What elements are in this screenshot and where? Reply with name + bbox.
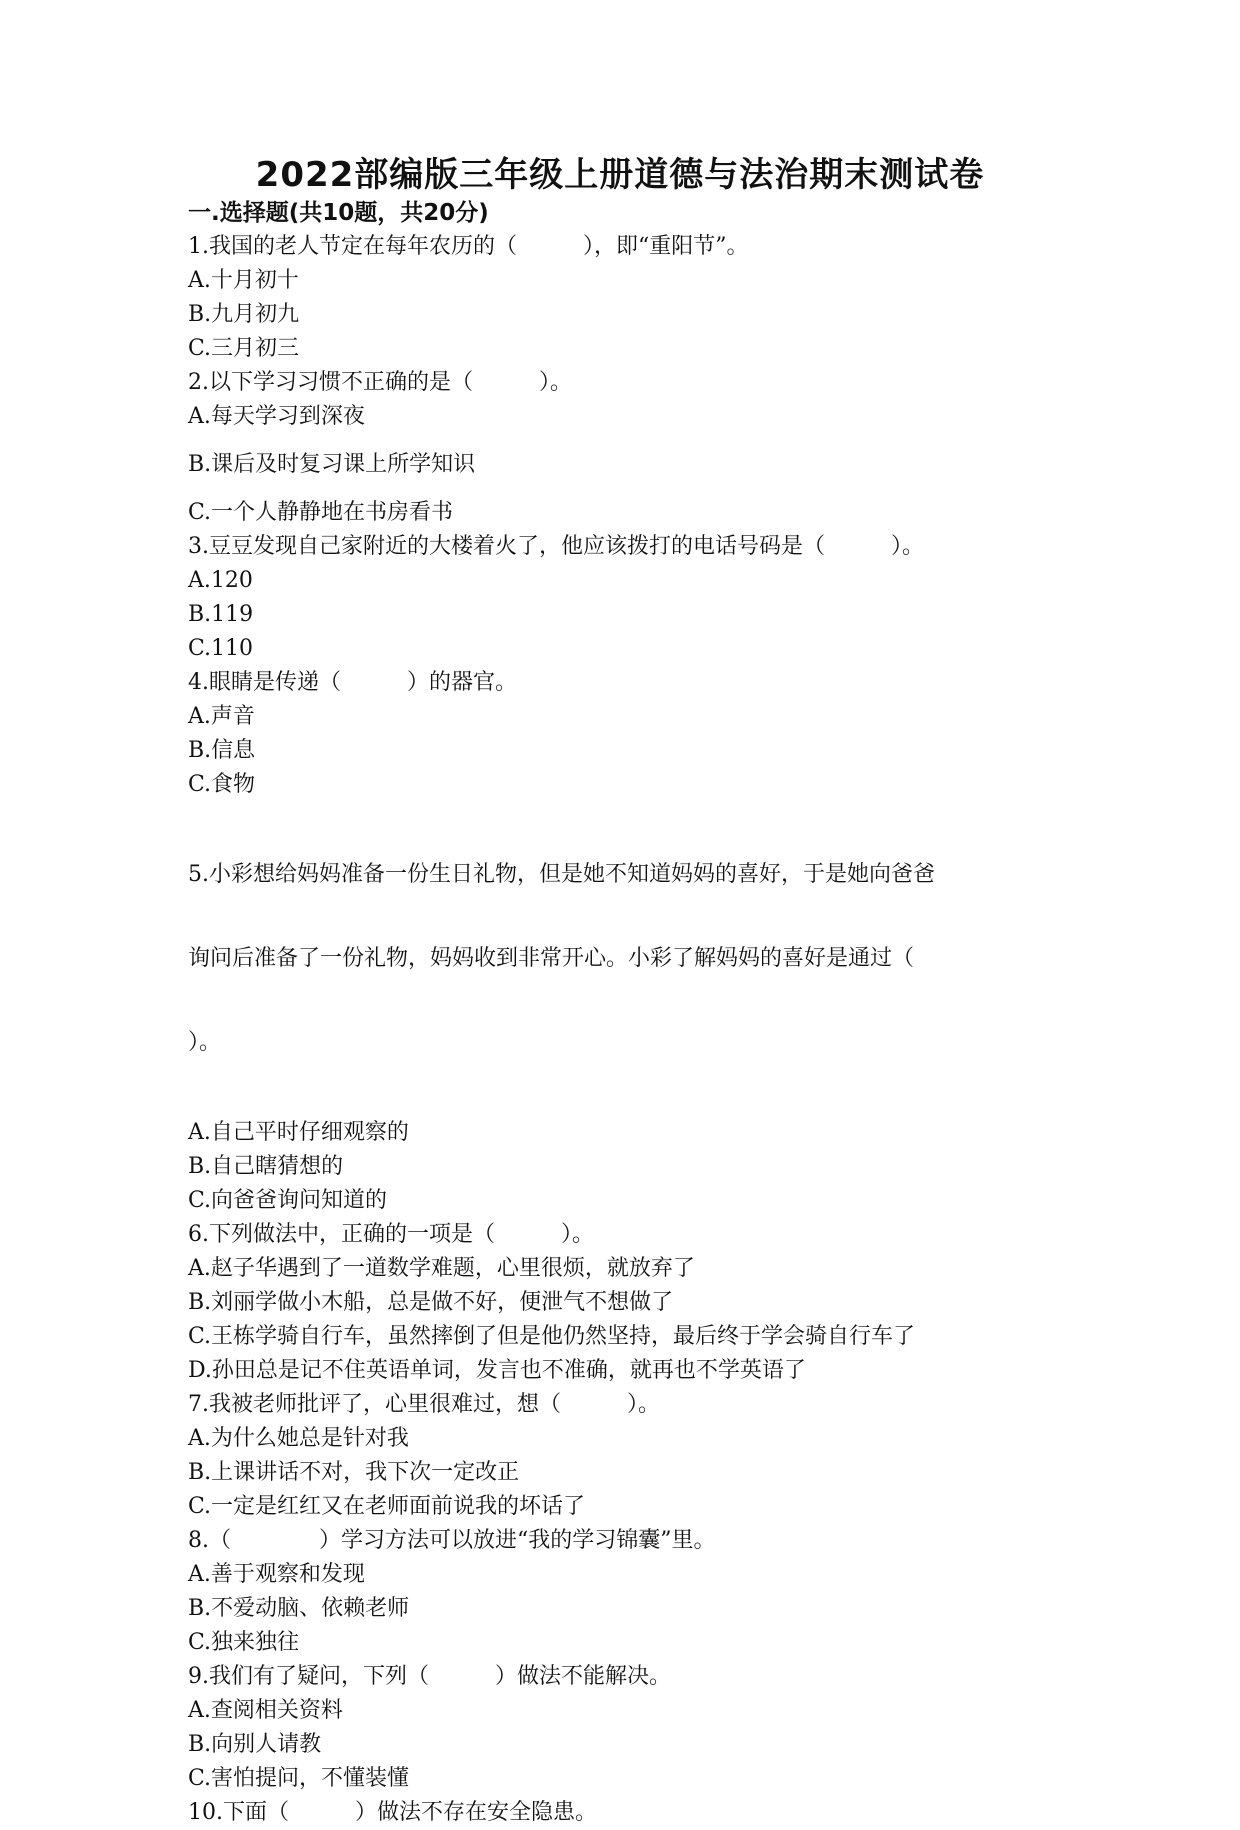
question-8 (188, 1524, 1048, 1660)
option-c: C.一个人静静地在书房看书 (188, 500, 454, 525)
option-c: C.害怕提问，不懂装懂 (188, 1766, 410, 1791)
option-b: B.向别人请教 (188, 1732, 322, 1757)
option-c: C.向爸爸询问知道的 (188, 1188, 388, 1213)
exam-content (188, 196, 1048, 1830)
option-a: A.十月初十 (188, 268, 299, 293)
exam-title: 2022部编版三年级上册道德与法治期末测试卷 (255, 155, 985, 195)
question-stem: 10.下面（ ）做法不存在安全隐患。 (188, 1800, 597, 1825)
option-a: A.善于观察和发现 (188, 1562, 365, 1587)
option-b: B.九月初九 (188, 302, 300, 327)
option-b: B.119 (188, 602, 254, 627)
question-7 (188, 1388, 1048, 1524)
option-c: C.独来独往 (188, 1630, 300, 1655)
option-b: B.刘丽学做小木船，总是做不好，便泄气不想做了 (188, 1290, 674, 1315)
option-b: B.上课讲话不对，我下次一定改正 (188, 1460, 520, 1485)
question-stem: 2.以下学习习惯不正确的是（ ）。 (188, 370, 572, 395)
option-c: C.一定是红红又在老师面前说我的坏话了 (188, 1494, 586, 1519)
option-d: D.孙田总是记不住英语单词，发言也不准确，就再也不学英语了 (188, 1358, 806, 1383)
option-c: C.食物 (188, 772, 256, 797)
question-stem: 3.豆豆发现自己家附近的大楼着火了，他应该拨打的电话号码是（ ）。 (188, 534, 924, 559)
question-stem: 4.眼睛是传递（ ）的器官。 (188, 670, 517, 695)
option-b: B.课后及时复习课上所学知识 (188, 452, 476, 477)
option-b: B.不爱动脑、依赖老师 (188, 1596, 410, 1621)
option-a: A.为什么她总是针对我 (188, 1426, 409, 1451)
section-heading: 一.选择题(共10题，共20分) (188, 200, 489, 226)
option-a: A.声音 (188, 704, 255, 729)
question-stem-line-3: ）。 (188, 1030, 222, 1055)
question-stem: 8.（ ）学习方法可以放进“我的学习锦囊”里。 (188, 1528, 716, 1553)
question-stem: 9.我们有了疑问，下列（ ）做法不能解决。 (188, 1664, 671, 1689)
option-a: A.每天学习到深夜 (188, 404, 365, 429)
question-stem: 6.下列做法中，正确的一项是（ ）。 (188, 1222, 594, 1247)
question-stem-line-1: 5.小彩想给妈妈准备一份生日礼物，但是她不知道妈妈的喜好，于是她向爸爸 (188, 862, 935, 887)
option-b: B.自己瞎猜想的 (188, 1154, 344, 1179)
question-1 (188, 230, 1048, 366)
question-6 (188, 1218, 1048, 1388)
question-5 (188, 802, 1048, 1218)
option-a: A.查阅相关资料 (188, 1698, 343, 1723)
question-stem (188, 802, 1048, 1116)
question-4 (188, 666, 1048, 802)
question-stem-line-2: 询问后准备了一份礼物，妈妈收到非常开心。小彩了解妈妈的喜好是通过（ (188, 946, 915, 971)
option-b: B.信息 (188, 738, 256, 763)
option-c: C.110 (188, 636, 254, 661)
question-9 (188, 1660, 1048, 1796)
question-3 (188, 530, 1048, 666)
option-a: A.赵子华遇到了一道数学难题，心里很烦，就放弃了 (188, 1256, 695, 1281)
question-2 (188, 366, 1048, 530)
option-c: C.三月初三 (188, 336, 300, 361)
option-c: C.王栋学骑自行车，虽然摔倒了但是他仍然坚持，最后终于学会骑自行车了 (188, 1324, 916, 1349)
question-stem: 1.我国的老人节定在每年农历的（ ），即“重阳节”。 (188, 234, 749, 259)
question-10 (188, 1796, 1048, 1830)
question-stem: 7.我被老师批评了，心里很难过，想（ ）。 (188, 1392, 660, 1417)
option-a: A.自己平时仔细观察的 (188, 1120, 409, 1145)
option-a: A.120 (188, 568, 253, 593)
